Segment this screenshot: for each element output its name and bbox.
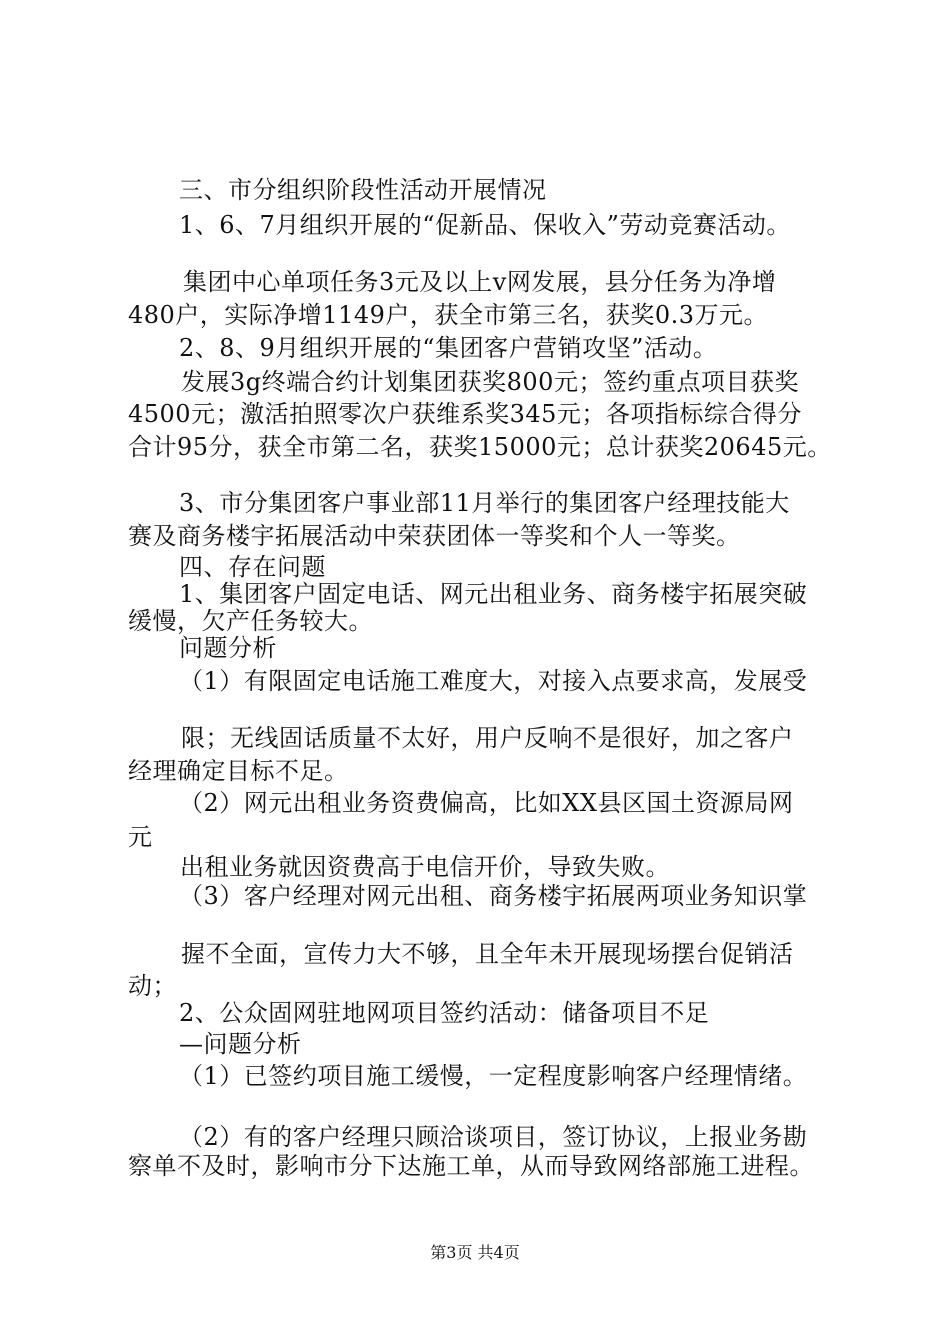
paragraph-line: 察单不及时，影响市分下达施工单，从而导致网络部施工进程。	[128, 1152, 814, 1180]
paragraph-line: 动；	[128, 972, 177, 1000]
paragraph-line: （2）有的客户经理只顾洽谈项目，签订协议，上报业务勘	[179, 1123, 808, 1151]
paragraph-line: 元	[128, 823, 153, 851]
paragraph-line: 发展3g终端合约计划集团获奖800元；签约重点项目获奖	[181, 368, 799, 396]
paragraph-line: 1、集团客户固定电话、网元出租业务、商务楼宇拓展突破	[179, 580, 808, 608]
paragraph-line: 经理确定目标不足。	[128, 757, 349, 785]
paragraph-line: 3、市分集团客户事业部11月举行的集团客户经理技能大	[179, 489, 790, 517]
paragraph-line: 2、公众固网驻地网项目签约活动：储备项目不足	[179, 999, 710, 1027]
paragraph-line: 缓慢，欠产任务较大。	[128, 607, 373, 635]
paragraph-line: 出租业务就因资费高于电信开价，导致失败。	[180, 853, 670, 881]
paragraph-line: 集团中心单项任务3元及以上v网发展，县分任务为净增	[183, 268, 777, 296]
page-number-footer: 第3页 共4页	[430, 1243, 520, 1262]
paragraph-line: 赛及商务楼宇拓展活动中荣获团体一等奖和个人一等奖。	[128, 522, 741, 550]
paragraph-line: 1、6、7月组织开展的“促新品、保收入”劳动竞赛活动。	[179, 211, 791, 239]
paragraph-line: 合计95分，获全市第二名，获奖15000元；总计获奖20645元。	[128, 433, 832, 461]
paragraph-line: （3）客户经理对网元出租、商务楼宇拓展两项业务知识掌	[179, 882, 808, 910]
subheading: 问题分析	[179, 634, 277, 662]
paragraph-line: 4500元；激活拍照零次户获维系奖345元；各项指标综合得分	[128, 400, 802, 428]
paragraph-line: 480户，实际净增1149户，获全市第三名，获奖0.3万元。	[128, 301, 769, 329]
subheading: —问题分析	[179, 1030, 302, 1058]
paragraph-line: 2、8、9月组织开展的“集团客户营销攻坚”活动。	[179, 334, 718, 362]
paragraph-line: 限；无线固话质量不太好，用户反响不是很好，加之客户	[181, 724, 794, 752]
section-heading-4: 四、存在问题	[179, 553, 326, 581]
paragraph-line: （1）有限固定电话施工难度大，对接入点要求高，发展受	[179, 667, 808, 695]
paragraph-line: （2）网元出租业务资费偏高，比如XX县区国土资源局网	[179, 789, 794, 817]
section-heading-3: 三、市分组织阶段性活动开展情况	[179, 176, 547, 204]
paragraph-line: 握不全面，宣传力大不够，且全年未开展现场摆台促销活	[181, 940, 794, 968]
paragraph-line: （1）已签约项目施工缓慢，一定程度影响客户经理情绪。	[179, 1062, 808, 1090]
